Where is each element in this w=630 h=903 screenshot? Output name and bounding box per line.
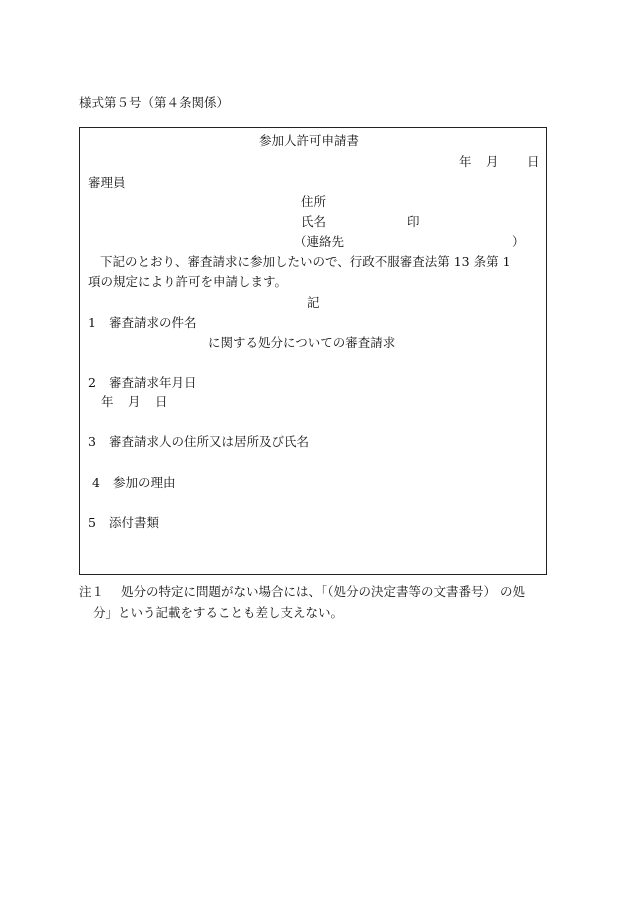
item-2-year: 年: [101, 394, 114, 409]
item-1-detail: に関する処分についての審査請求: [208, 335, 396, 350]
note-line2: 分」という記載をすることも差し支えない。: [93, 605, 344, 620]
name-label: 氏名: [301, 214, 327, 229]
item-2-month: 月: [128, 394, 141, 409]
item-1-number: 1: [88, 315, 96, 330]
note-line1: 処分の特定に問題がない場合には、「（処分の決定書等の文書番号） の処: [121, 584, 525, 599]
item-2-number: 2: [88, 375, 96, 390]
form-header: 様式第５号（第４条関係）: [79, 95, 230, 110]
item-3-number: 3: [88, 434, 96, 449]
item-2-label: 審査請求年月日: [109, 375, 197, 390]
contact-open: （連絡先: [294, 234, 345, 249]
item-5-number: 5: [88, 515, 96, 530]
ki-heading: 記: [307, 295, 320, 310]
item-4-number: 4: [92, 475, 100, 490]
item-3-label: 審査請求人の住所又は居所及び氏名: [109, 434, 310, 449]
item-5-label: 添付書類: [109, 515, 160, 530]
form-title: 参加人許可申請書: [259, 133, 360, 148]
note-label: 注１: [79, 584, 105, 599]
item-4-label: 参加の理由: [113, 475, 176, 490]
contact-close: ）: [512, 234, 525, 249]
item-2-day: 日: [155, 394, 168, 409]
addressee: 審理員: [88, 175, 126, 190]
body-text-line1: 下記のとおり、審査請求に参加したいので、行政不服審査法第 13 条第 1: [100, 254, 511, 269]
date-year: 年: [459, 154, 472, 169]
date-day: 日: [527, 154, 540, 169]
item-1-label: 審査請求の件名: [109, 315, 197, 330]
body-text-line2: 項の規定により許可を申請します。: [88, 274, 288, 289]
date-month: 月: [486, 154, 499, 169]
address-label: 住所: [301, 194, 327, 209]
seal-mark: 印: [407, 214, 420, 229]
